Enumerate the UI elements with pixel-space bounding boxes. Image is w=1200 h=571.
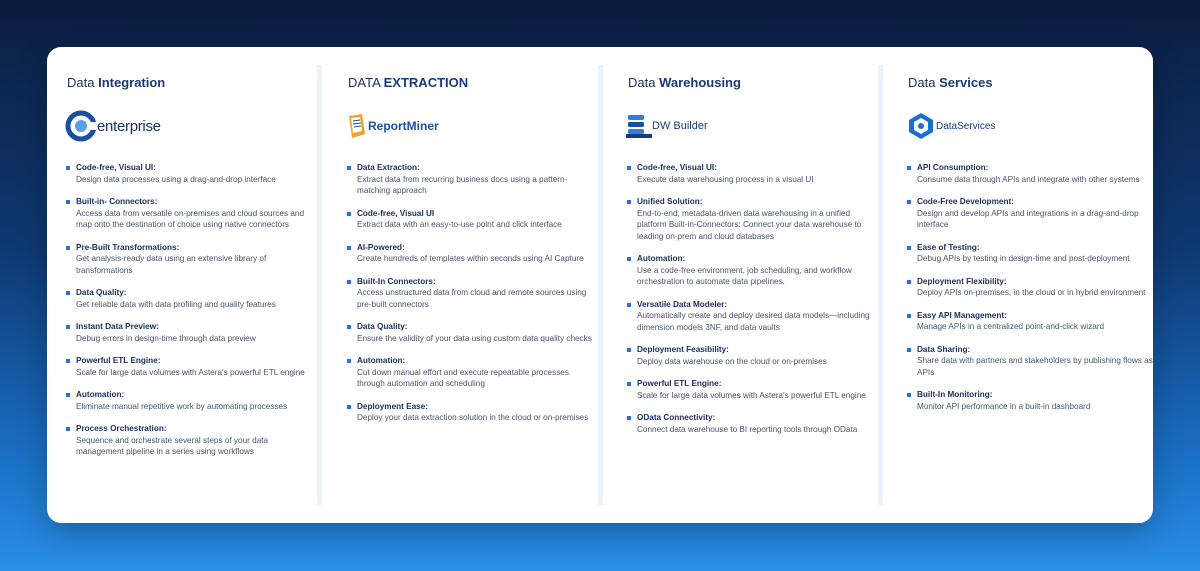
reportminer-logo-icon	[346, 112, 368, 140]
column-title: Data Warehousing	[628, 75, 741, 90]
column-data-extraction	[340, 65, 602, 505]
list-item: Deployment Flexibility: Deploy APIs on-premises, in the cloud or in hybrid environment	[906, 276, 1153, 299]
dwbuilder-logo-icon	[626, 112, 652, 140]
list-item: Code-Free Development: Design and develop APIs and integrations in a drag-and-drop interface	[906, 196, 1153, 231]
list-item: AI-Powered: Create hundreds of templates within seconds using AI Capture	[346, 242, 598, 265]
list-item: Process Orchestration: Sequence and orchestrate several steps of your data management pipeline in a series using workflows	[65, 423, 317, 458]
column-title: DATA EXTRACTION	[348, 75, 469, 90]
list-item: Data Quality: Ensure the validity of your data using custom data quality checks	[346, 321, 598, 344]
list-item: Built-in- Connectors: Access data from versatile on-premises and cloud sources and map onto the destination of choice using native connectors	[65, 196, 317, 231]
list-item: Unified Solution: End-to-end, metadata-driven data warehousing in a unified platform Built-in-Connectors: Connect your data warehouse to leading on-prem and cloud databases	[626, 196, 878, 242]
dataservices-logo	[906, 109, 995, 143]
column-data-integration	[59, 65, 321, 505]
list-item: Automation: Eliminate manual repetitive work by automating processes	[65, 389, 317, 412]
dwbuilder-logo	[626, 109, 708, 143]
feature-list	[626, 162, 878, 446]
enterprise-logo-text: enterprise	[97, 117, 161, 135]
list-item: Code-free, Visual UI: Execute data warehousing process in a visual UI	[626, 162, 878, 185]
list-item: Data Extraction: Extract data from recurring business docs using a pattern-matching approach	[346, 162, 598, 197]
enterprise-logo-icon	[65, 110, 97, 142]
list-item: Automation: Use a code-free environment, job scheduling, and workflow orchestration to automate data pipelines.	[626, 253, 878, 288]
list-item: Instant Data Preview: Debug errors in design-time through data preview	[65, 321, 317, 344]
list-item: API Consumption: Consume data through APIs and integrate with other systems	[906, 162, 1153, 185]
feature-list	[346, 162, 598, 435]
list-item: Data Quality: Get reliable data with data profiling and quality features	[65, 287, 317, 310]
dataservices-logo-text: DataServices	[936, 120, 996, 132]
list-item: Ease of Testing: Debug APIs by testing in design-time and post-deployment	[906, 242, 1153, 265]
list-item: Deployment Feasibility: Deploy data warehouse on the cloud or on-premises	[626, 344, 878, 367]
list-item: Built-In Connectors: Access unstructured data from cloud and remote sources using pre-built connectors	[346, 276, 598, 311]
list-item: Powerful ETL Engine: Scale for large data volumes with Astera's powerful ETL engine	[626, 378, 878, 401]
list-item: Code-free, Visual UI Extract data with an easy-to-use point and click interface	[346, 208, 598, 231]
column-data-services	[900, 65, 1153, 505]
list-item: Code-free, Visual UI: Design data processes using a drag-and-drop interface	[65, 162, 317, 185]
list-item: Deployment Ease: Deploy your data extraction solution in the cloud or on-premises	[346, 401, 598, 424]
list-item: Powerful ETL Engine: Scale for large data volumes with Astera's powerful ETL engine	[65, 355, 317, 378]
feature-list	[65, 162, 317, 469]
column-title: Data Services	[908, 75, 993, 90]
column-title: Data Integration	[67, 75, 166, 90]
list-item: Data Sharing: Share data with partners and stakeholders by publishing flows as APIs	[906, 344, 1153, 379]
dataservices-logo-icon	[906, 112, 936, 140]
list-item: Automation: Cut down manual effort and execute repeatable processes through automation and scheduling	[346, 355, 598, 390]
reportminer-logo	[346, 109, 439, 143]
column-data-warehousing	[620, 65, 882, 505]
products-card	[47, 47, 1153, 523]
list-item: Built-In Monitoring: Monitor API performance in a built-in dashboard	[906, 389, 1153, 412]
list-item: OData Connectivity: Connect data warehouse to BI reporting tools through OData	[626, 412, 878, 435]
enterprise-logo	[65, 109, 161, 143]
list-item: Pre-Built Transformations: Get analysis-ready data using an extensive library of transformations	[65, 242, 317, 277]
list-item: Easy API Management: Manage APIs in a centralized point-and-click wizard	[906, 310, 1153, 333]
list-item: Versatile Data Modeler: Automatically create and deploy desired data models—including dimension models 3NF, and data vaults	[626, 299, 878, 334]
reportminer-logo-text: ReportMiner	[368, 119, 439, 133]
feature-list	[906, 162, 1153, 423]
dwbuilder-logo-text: DW Builder	[652, 120, 708, 132]
